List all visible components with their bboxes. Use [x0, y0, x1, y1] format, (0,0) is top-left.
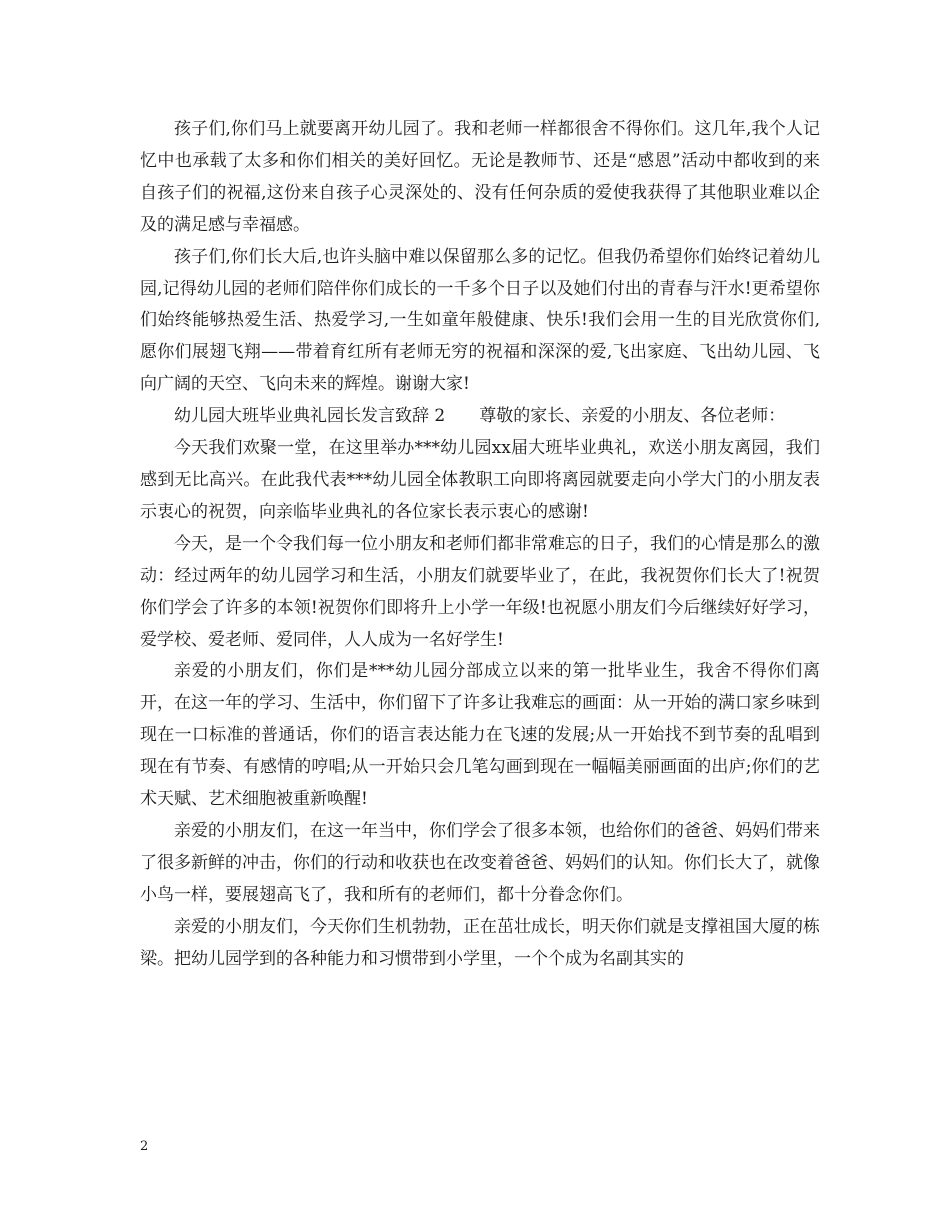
page-number: 2 — [140, 1139, 149, 1154]
body-text — [140, 114, 820, 975]
paragraph: 今天我们欢聚一堂，在这里举办***幼儿园xx届大班毕业典礼，欢送小朋友离园，我们感到无比高兴。在此我代表***幼儿园全体教职工向即将离园就要走向小学大门的小朋友表示衷心的祝贺，向亲临毕业典礼的各位家长表示衷心的感谢! — [140, 438, 820, 522]
paragraph: 孩子们,你们马上就要离开幼儿园了。我和老师一样都很舍不得你们。这几年,我个人记忆中也承载了太多和你们相关的美好回忆。无论是教师节、还是“感恩”活动中都收到的来自孩子们的祝福,这份来自孩子心灵深处的、没有任何杂质的爱使我获得了其他职业难以企及的满足感与幸福感。 — [140, 119, 820, 235]
paragraph: 亲爱的小朋友们，你们是***幼儿园分部成立以来的第一批毕业生，我舍不得你们离开，在这一年的学习、生活中，你们留下了许多让我难忘的画面：从一开始的满口家乡味到现在一口标准的普通话，你们的语言表达能力在飞速的发展;从一开始找不到节奏的乱唱到现在有节奏、有感情的哼唱;从一开始只会几笔勾画到现在一幅幅美丽画面的出庐;你们的艺术天赋、艺术细胞被重新唤醒! — [140, 661, 820, 810]
paragraph: 亲爱的小朋友们，今天你们生机勃勃，正在茁壮成长，明天你们就是支撑祖国大厦的栋梁。把幼儿园学到的各种能力和习惯带到小学里，一个个成为名副其实的 — [140, 916, 820, 969]
paragraph: 亲爱的小朋友们，在这一年当中，你们学会了很多本领，也给你们的爸爸、妈妈们带来了很多新鲜的冲击，你们的行动和收获也在改变着爸爸、妈妈们的认知。你们长大了，就像小鸟一样，要展翅高飞了，我和所有的老师们，都十分眷念你们。 — [140, 820, 820, 905]
paragraph: 孩子们,你们长大后,也许头脑中难以保留那么多的记忆。但我仍希望你们始终记着幼儿园,记得幼儿园的老师们陪伴你们成长的一千多个日子以及她们付出的青春与汗水!更希望你们始终能够热爱生活、热爱学习,一生如童年般健康、快乐!我们会用一生的目光欣赏你们,愿你们展翅飞翔——带着育红所有老师无穷的祝福和深深的爱,飞出家庭、飞出幼儿园、飞向广阔的天空、飞向未来的辉煌。谢谢大家! — [140, 246, 820, 395]
paragraph: 今天，是一个令我们每一位小朋友和老师们都非常难忘的日子，我们的心情是那么的激动：经过两年的幼儿园学习和生活，小朋友们就要毕业了，在此，我祝贺你们长大了!祝贺你们学会了许多的本领!祝贺你们即将升上小学一年级!也祝愿小朋友们今后继续好好学习，爱学校、爱老师、爱同伴，人人成为一名好学生! — [140, 533, 820, 650]
paragraph: 幼儿园大班毕业典礼园长发言致辞 2 尊敬的家长、亲爱的小朋友、各位老师： — [174, 406, 786, 427]
